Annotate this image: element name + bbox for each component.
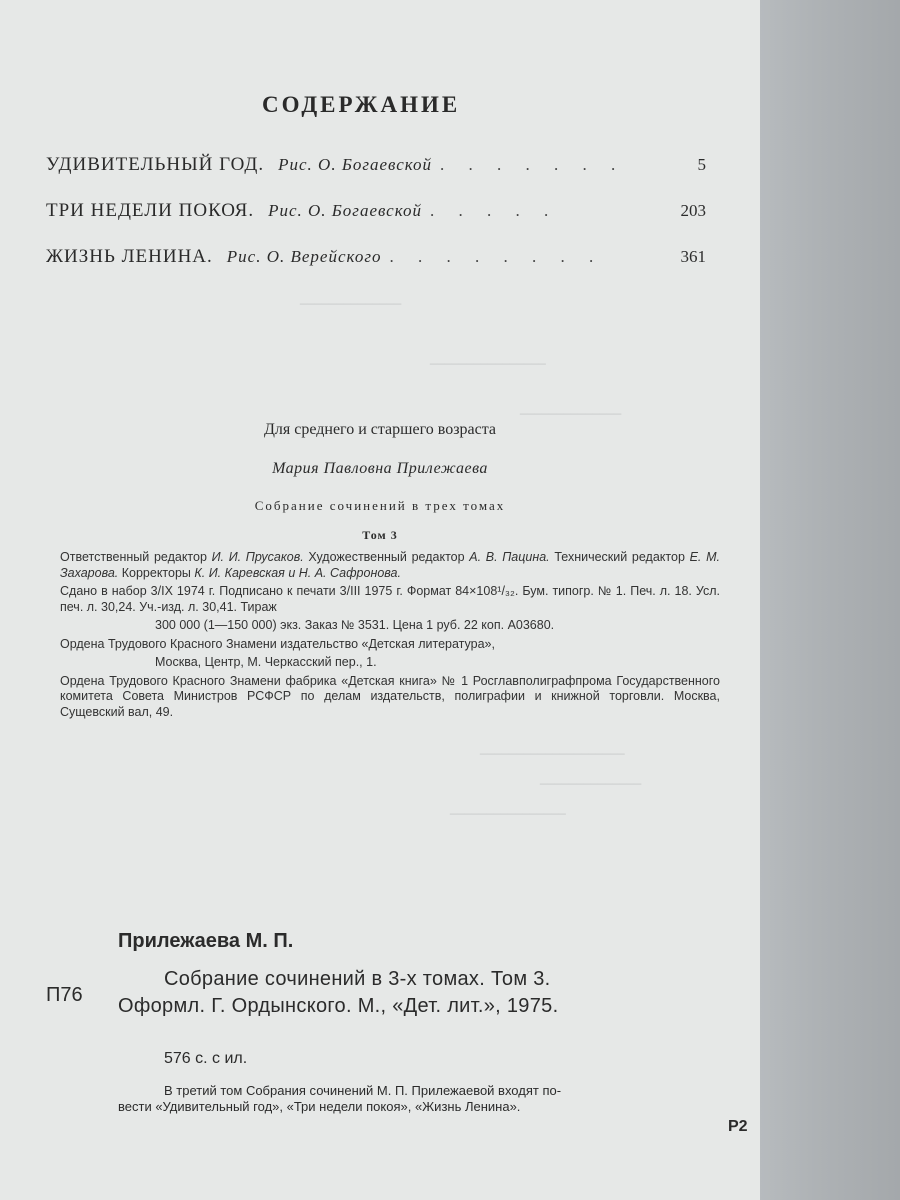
editor-role: Технический редактор [549, 550, 690, 564]
bleed-through-text: ________________ [450, 800, 566, 815]
bleed-through-text: ________________ [430, 350, 546, 365]
editor-role: Ответственный редактор [60, 550, 212, 564]
catalog-code: П76 [46, 984, 83, 1006]
page-edge-background [760, 0, 900, 1200]
catalog-pages: 576 с. с ил. [164, 1050, 248, 1067]
toc-entry-illustrator: Рис. О. Богаевской [268, 201, 422, 220]
toc-leader-dots: . . . . . . . [440, 155, 626, 174]
editor-name: К. И. Каревская и Н. А. Сафронова. [194, 565, 401, 580]
catalog-design-line: Оформл. Г. Ордынского. М., «Дет. лит.», 1975. [118, 995, 559, 1017]
bleed-through-text: ____________________ [480, 740, 625, 755]
bleed-through-text: ______________ [540, 770, 642, 785]
toc-entry-title: ТРИ НЕДЕЛИ ПОКОЯ. [46, 200, 255, 221]
catalog-annotation: вести «Удивительный год», «Три недели покоя», «Жизнь Ленина». [118, 1099, 521, 1114]
bleed-through-text: ______________ [300, 290, 402, 305]
collection-title: Собрание сочинений в трех томах [254, 498, 506, 513]
toc-entry-illustrator: Рис. О. Верейского [226, 247, 382, 266]
print-details: Сдано в набор 3/IX 1974 г. Подписано к печати 3/III 1975 г. Формат 84×108¹/₃₂. Бум. типогр. № 1. Печ. л. 18. Усл. печ. л. 30,24. Уч.-изд. л. 30,41. Тираж [60, 584, 720, 614]
toc-leader-dots: . . . . . . . . [389, 247, 604, 266]
publisher-line: Ордена Трудового Красного Знамени издательство «Детская литература», [60, 636, 495, 651]
author-name: Мария Павловна Прилежаева [272, 460, 488, 477]
toc-title: СОДЕРЖАНИЕ [262, 92, 461, 117]
catalog-class-code: Р2 [728, 1118, 748, 1135]
editor-role: Художественный редактор [303, 550, 470, 564]
toc-entry-title: ЖИЗНЬ ЛЕНИНА. [46, 246, 213, 267]
editor-role: Корректоры [118, 565, 195, 580]
toc-entry [46, 200, 706, 230]
catalog-title-line: Собрание сочинений в 3-х томах. Том 3. [164, 968, 551, 990]
volume-label: Том 3 [362, 528, 398, 542]
toc-entry-page: 203 [680, 201, 706, 220]
catalog-author: Прилежаева М. П. [118, 930, 294, 952]
toc-entry [46, 246, 706, 276]
imprint-block [60, 550, 720, 723]
bleed-through-text: ______________ [520, 400, 622, 415]
toc-entry [46, 154, 706, 184]
toc-entry-page: 361 [680, 247, 706, 266]
printer-line: Ордена Трудового Красного Знамени фабрика «Детская книга» № 1 Росглавполиграфпрома Государственного комитета Совета Министров РСФСР по делам издательств, полиграфии и книжной торговли. Москва, Сущевский вал, 49. [60, 673, 720, 719]
print-run: 300 000 (1—150 000) экз. Заказ № 3531. Цена 1 руб. 22 коп. А03680. [155, 618, 555, 632]
editors-line [60, 550, 720, 581]
editor-name: А. В. Пацина. [469, 550, 550, 564]
editor-name: Е. М. Захарова. [60, 550, 720, 580]
age-group: Для среднего и старшего возраста [263, 421, 496, 438]
toc-leader-dots: . . . . . [430, 201, 559, 220]
catalog-annotation: В третий том Собрания сочинений М. П. Прилежаевой входят по- [164, 1083, 562, 1098]
toc-entry-page: 5 [697, 155, 706, 174]
publisher-address: Москва, Центр, М. Черкасский пер., 1. [155, 655, 377, 669]
toc-entry-title: УДИВИТЕЛЬНЫЙ ГОД. [46, 154, 265, 175]
toc-entry-illustrator: Рис. О. Богаевской [278, 155, 433, 174]
editor-name: И. И. Прусаков. [211, 550, 304, 564]
